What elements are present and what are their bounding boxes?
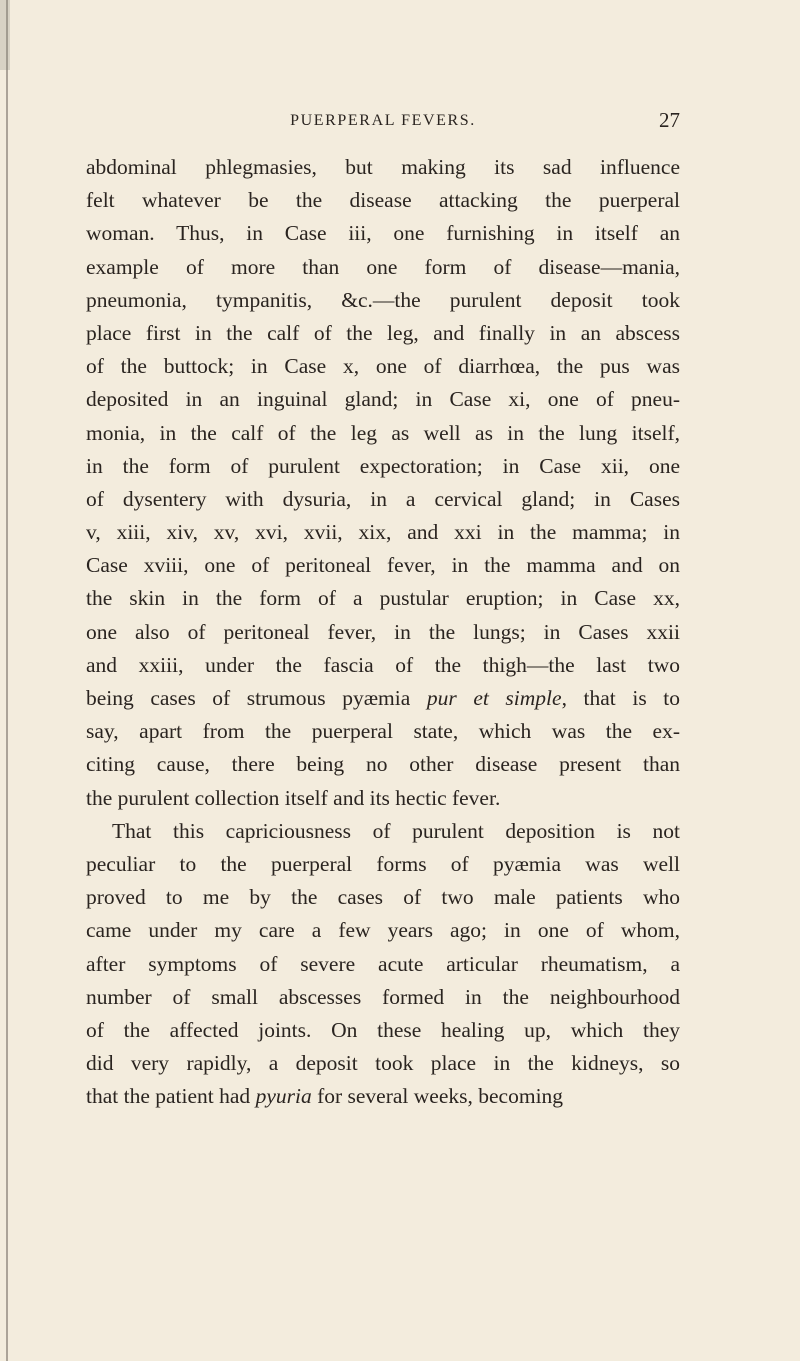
text-line: and xxiii, under the fascia of the thigh—the last two bbox=[86, 652, 680, 677]
text-line: pneumonia, tympanitis, &c.—the purulent deposit took bbox=[86, 287, 680, 312]
text-line: that the patient had pyuria for several weeks, becoming bbox=[86, 1084, 564, 1109]
text-line: felt whatever be the disease attacking the puerperal bbox=[86, 188, 680, 213]
text-line: Case xviii, one of peritoneal fever, in the mamma and on bbox=[86, 553, 680, 578]
paragraph bbox=[86, 151, 680, 815]
running-head: PUERPERAL FEVERS. bbox=[290, 112, 476, 129]
text-line: abdominal phlegmasies, but making its sad influence bbox=[86, 155, 680, 179]
text-line: monia, in the calf of the leg as well as in the lung itself, bbox=[86, 420, 680, 445]
page-gutter-line bbox=[6, 0, 8, 1361]
paragraph bbox=[86, 815, 680, 1114]
text-line: of dysentery with dysuria, in a cervical gland; in Cases bbox=[86, 486, 680, 511]
text-line: That this capriciousness of purulent deposition is not bbox=[112, 818, 680, 843]
page-edge-shadow bbox=[0, 0, 10, 70]
text-line: after symptoms of severe acute articular rheumatism, a bbox=[86, 951, 680, 976]
text-line: proved to me by the cases of two male patients who bbox=[86, 885, 680, 910]
text-line: woman. Thus, in Case iii, one furnishing in itself an bbox=[86, 221, 680, 246]
text-line: did very rapidly, a deposit took place in the kidneys, so bbox=[86, 1051, 680, 1076]
text-line: the skin in the form of a pustular eruption; in Case xx, bbox=[86, 586, 680, 611]
text-line: peculiar to the puerperal forms of pyæmia was well bbox=[86, 851, 680, 876]
page-number: 27 bbox=[659, 108, 680, 132]
text-line: citing cause, there being no other disease present than bbox=[86, 752, 680, 777]
text-line: the purulent collection itself and its hectic fever. bbox=[86, 785, 501, 810]
text-line: say, apart from the puerperal state, which was the ex- bbox=[86, 719, 680, 744]
text-line: place first in the calf of the leg, and finally in an abscess bbox=[86, 320, 680, 345]
text-line: in the form of purulent expectoration; in Case xii, one bbox=[86, 453, 680, 478]
text-line: came under my care a few years ago; in one of whom, bbox=[86, 918, 680, 943]
text-line: deposited in an inguinal gland; in Case xi, one of pneu- bbox=[86, 387, 680, 412]
page-header bbox=[86, 108, 680, 142]
text-line: of the affected joints. On these healing up, which they bbox=[86, 1017, 680, 1042]
text-line: one also of peritoneal fever, in the lungs; in Cases xxii bbox=[86, 619, 680, 644]
text-line: number of small abscesses formed in the neighbourhood bbox=[86, 984, 680, 1009]
body-text bbox=[86, 151, 680, 1113]
text-line: of the buttock; in Case x, one of diarrhœa, the pus was bbox=[86, 354, 680, 379]
text-line: being cases of strumous pyæmia pur et simple, that is to bbox=[86, 686, 680, 710]
text-line: v, xiii, xiv, xv, xvi, xvii, xix, and xxi in the mamma; in bbox=[86, 520, 680, 545]
text-line: example of more than one form of disease—mania, bbox=[86, 254, 680, 279]
